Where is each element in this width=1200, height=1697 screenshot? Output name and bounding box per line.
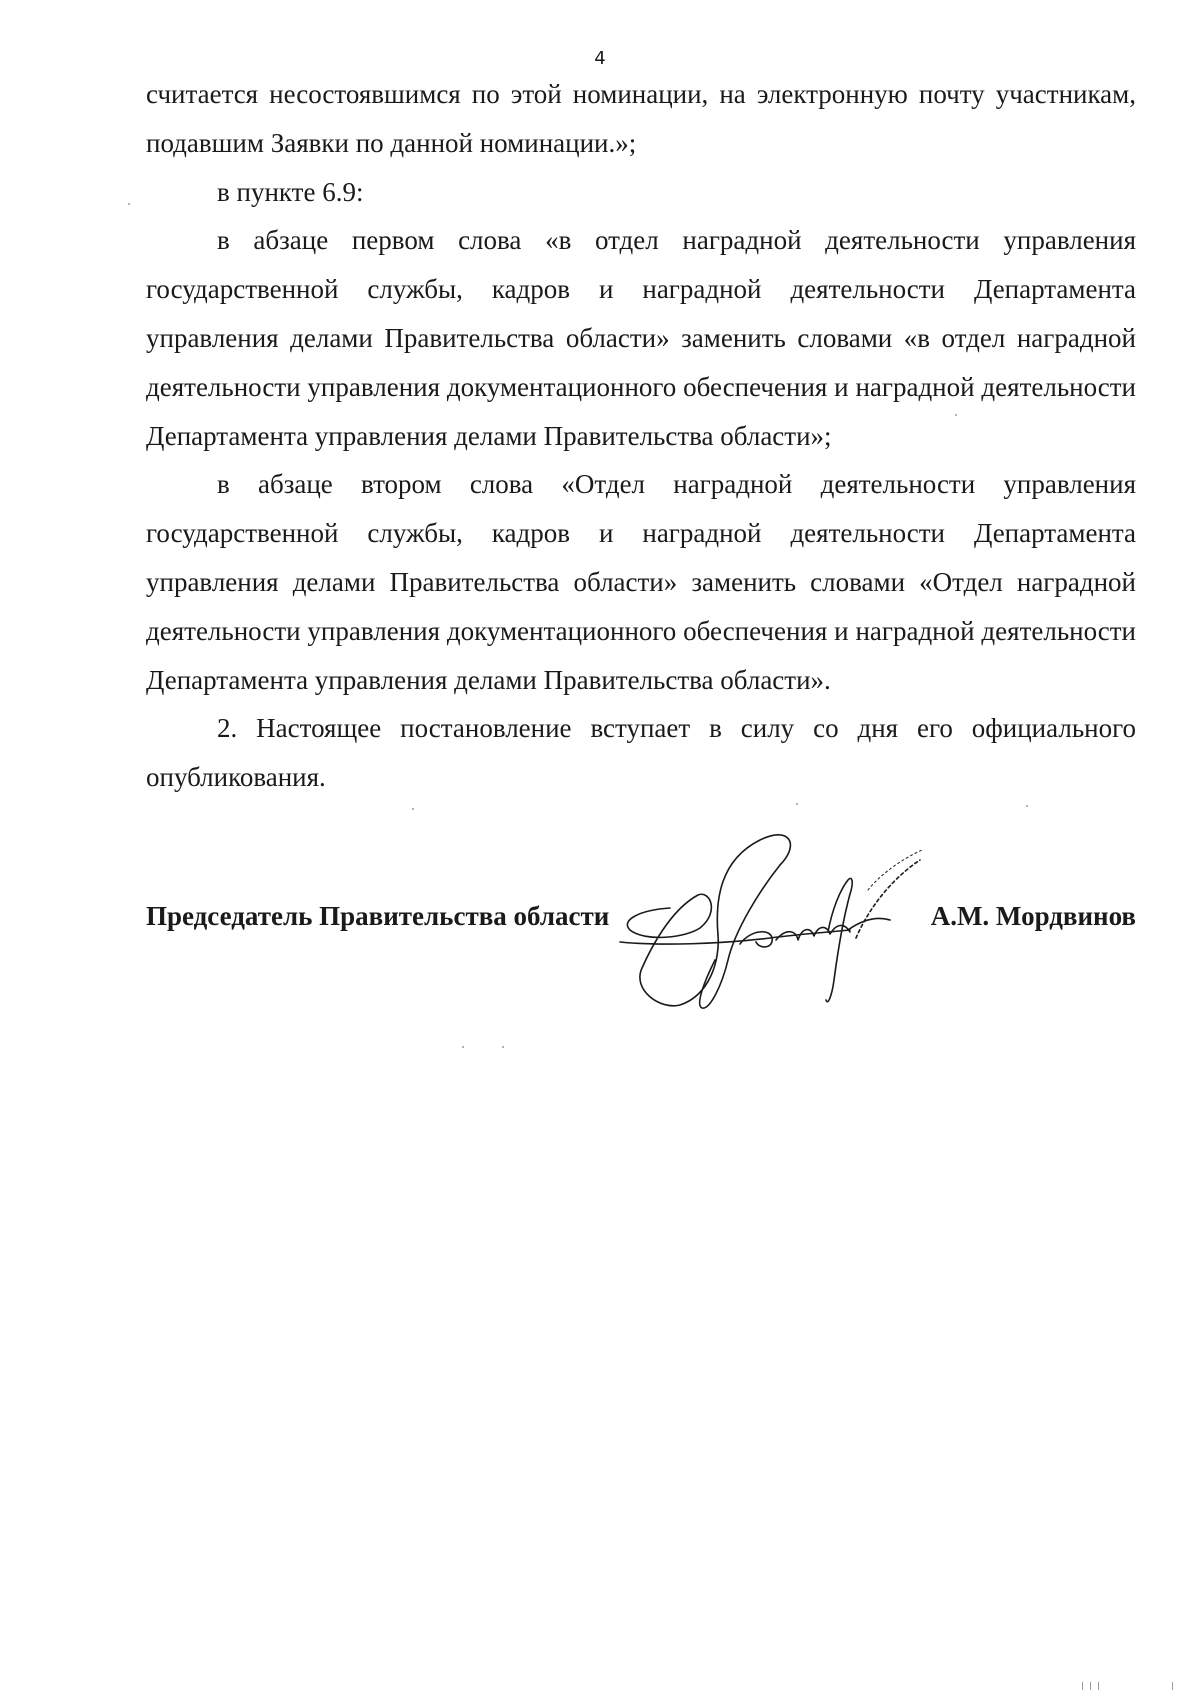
scan-speck [1082, 1682, 1083, 1690]
scan-speck [1172, 1682, 1173, 1690]
scan-speck [1026, 805, 1028, 807]
document-body [146, 70, 1136, 802]
scan-speck [1098, 1682, 1099, 1690]
paragraph-point-6-9: в пункте 6.9: [217, 176, 364, 207]
scan-speck [955, 414, 957, 416]
scan-speck [462, 1046, 464, 1048]
paragraph-effective-date: 2. Настоящее постановление вступает в силу со дня его официального опубликования. [146, 713, 1136, 793]
signer-position: Председатель Правительства области [146, 901, 610, 931]
scan-speck [412, 808, 414, 810]
signer-name: А.М. Мордвинов [930, 901, 1136, 931]
scan-speck [796, 803, 798, 805]
handwritten-signature-icon [600, 820, 940, 1020]
paragraph-continuation: считается несостоявшимся по этой номинации, на электронную почту участникам, подавшим Заявки по данной номинации.»; [146, 79, 1136, 158]
paragraph-first-subparagraph: в абзаце первом слова «в отдел наградной деятельности управления государственной службы, кадров и наградной деятельности Департамента управления делами Правительства области» заменить словами «в отдел наградной деятельности управления документационного обеспечения и наградной деятельности Департамента управления делами Правительства области»; [146, 225, 1136, 451]
scan-speck [128, 203, 130, 205]
page-number: 4 [594, 48, 606, 69]
scan-speck [502, 1046, 504, 1048]
paragraph-second-subparagraph: в абзаце втором слова «Отдел наградной деятельности управления государственной службы, кадров и наградной деятельности Департамента управления делами Правительства области» заменить словами «Отдел наградной деятельности управления документационного обеспечения и наградной деятельности Департамента управления делами Правительства области». [146, 469, 1136, 695]
scan-speck [1090, 1682, 1091, 1690]
